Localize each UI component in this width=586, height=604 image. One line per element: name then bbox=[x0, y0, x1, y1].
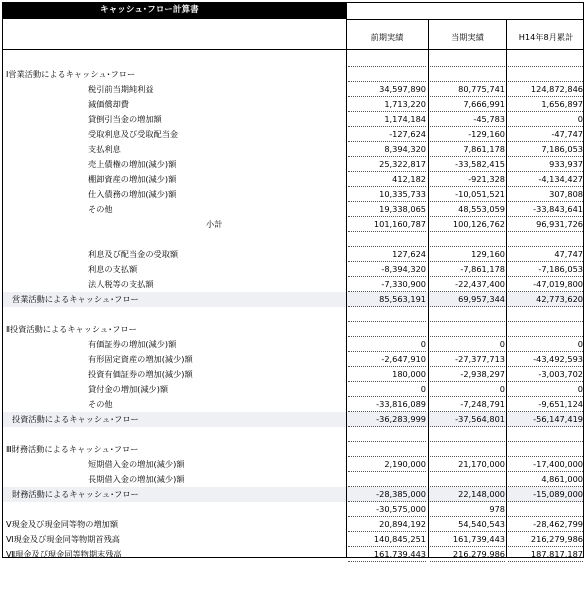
amount-cell: 129,160 bbox=[471, 249, 505, 259]
amount-cell: 1,713,220 bbox=[384, 99, 426, 109]
amount-cell: 85,563,191 bbox=[379, 294, 426, 304]
table-row bbox=[2, 202, 584, 217]
amount-cell: 1,174,184 bbox=[384, 114, 426, 124]
amount-cell: -37,564,801 bbox=[455, 414, 505, 424]
amount-cell: 47,747 bbox=[554, 249, 583, 259]
row-label: 支払利息 bbox=[88, 144, 121, 154]
row-label: 法人税等の支払額 bbox=[88, 279, 154, 289]
top-border bbox=[2, 2, 584, 3]
amount-cell: -921,328 bbox=[468, 174, 505, 184]
amount-cell: -8,394,320 bbox=[381, 264, 426, 274]
amount-cell: 25,322,817 bbox=[379, 159, 426, 169]
amount-cell: 0 bbox=[420, 339, 426, 349]
amount-cell: 978 bbox=[489, 504, 505, 514]
amount-cell: -3,003,702 bbox=[538, 369, 583, 379]
spacer-row bbox=[2, 307, 584, 322]
amount-cell: -47,747 bbox=[551, 129, 583, 139]
amount-cell: 216,279,986 bbox=[452, 549, 505, 559]
column-divider bbox=[506, 19, 507, 557]
column-divider bbox=[428, 19, 429, 557]
table-row bbox=[2, 67, 584, 82]
row-label: 棚卸資産の増加(減少)額 bbox=[88, 174, 177, 184]
amount-cell: -30,575,000 bbox=[376, 504, 426, 514]
amount-cell: 127,624 bbox=[392, 249, 426, 259]
amount-cell: -10,051,521 bbox=[455, 189, 505, 199]
amount-cell: 96,931,726 bbox=[536, 219, 583, 229]
amount-cell: -28,462,799 bbox=[533, 519, 583, 529]
amount-cell: 34,597,890 bbox=[379, 84, 426, 94]
spacer-row bbox=[2, 232, 584, 247]
header-h14-aug-cumulative: H14年8月累計 bbox=[518, 32, 574, 42]
amount-cell: -28,385,000 bbox=[376, 489, 426, 499]
amount-cell: 0 bbox=[577, 339, 583, 349]
row-label: 貸付金の増加(減少)額 bbox=[88, 384, 169, 394]
amount-cell: -33,816,089 bbox=[376, 399, 426, 409]
amount-cell: -129,160 bbox=[468, 129, 505, 139]
amount-cell: 216,279,986 bbox=[530, 534, 583, 544]
left-border bbox=[2, 2, 3, 557]
amount-cell: -36,283,999 bbox=[376, 414, 426, 424]
amount-cell: -127,624 bbox=[389, 129, 426, 139]
amount-cell: -7,248,791 bbox=[460, 399, 505, 409]
right-border bbox=[583, 2, 584, 557]
cell-underline bbox=[348, 561, 426, 562]
row-label: 長期借入金の増加(減少)額 bbox=[88, 474, 185, 484]
amount-cell: -7,186,053 bbox=[538, 264, 583, 274]
row-label: 投資活動によるキャッシュ･フロー bbox=[12, 414, 139, 424]
row-label: その他 bbox=[88, 399, 113, 409]
table-row bbox=[2, 352, 584, 367]
table-row bbox=[2, 472, 584, 487]
row-label: 営業活動によるキャッシュ･フロー bbox=[12, 294, 139, 304]
table-row bbox=[2, 262, 584, 277]
amount-cell: -27,377,713 bbox=[455, 354, 505, 364]
amount-cell: 187,817,187 bbox=[530, 549, 583, 559]
bottom-border bbox=[2, 557, 584, 558]
spacer-row bbox=[2, 502, 584, 517]
table-row bbox=[2, 322, 584, 337]
amount-cell: 19,338,065 bbox=[379, 204, 426, 214]
amount-cell: -47,019,800 bbox=[533, 279, 583, 289]
table-row bbox=[2, 217, 584, 232]
row-label: 投資有価証券の増加(減少)額 bbox=[88, 369, 193, 379]
row-label: その他 bbox=[88, 204, 113, 214]
amount-cell: 101,160,787 bbox=[373, 219, 426, 229]
row-label: Ⅶ現金及び現金同等物期末残高 bbox=[6, 549, 122, 559]
amount-cell: 48,553,059 bbox=[458, 204, 505, 214]
header-top-line bbox=[346, 19, 584, 20]
amount-cell: 54,540,543 bbox=[458, 519, 505, 529]
row-label: Ⅲ財務活動によるキャッシュ･フロー bbox=[6, 444, 139, 454]
table-row bbox=[2, 547, 584, 562]
amount-cell: 22,148,000 bbox=[458, 489, 505, 499]
header-previous-period: 前期実績 bbox=[370, 32, 404, 42]
row-label: 税引前当期純利益 bbox=[88, 84, 154, 94]
table-row bbox=[2, 517, 584, 532]
amount-cell: -17,400,000 bbox=[533, 459, 583, 469]
table-row bbox=[2, 172, 584, 187]
row-label: 貸倒引当金の増加額 bbox=[88, 114, 162, 124]
amount-cell: 0 bbox=[577, 384, 583, 394]
table-row bbox=[2, 367, 584, 382]
amount-cell: 7,666,991 bbox=[463, 99, 505, 109]
amount-cell: 161,739,443 bbox=[373, 549, 426, 559]
table-row bbox=[2, 127, 584, 142]
table-row bbox=[2, 337, 584, 352]
table-row bbox=[2, 112, 584, 127]
amount-cell: 80,775,741 bbox=[458, 84, 505, 94]
amount-cell: 412,182 bbox=[392, 174, 426, 184]
row-label: 利息及び配当金の受取額 bbox=[88, 249, 179, 259]
table-row bbox=[2, 277, 584, 292]
column-divider bbox=[346, 2, 347, 557]
amount-cell: -33,582,415 bbox=[455, 159, 505, 169]
amount-cell: -4,134,427 bbox=[538, 174, 583, 184]
row-label: 仕入債務の増加(減少)額 bbox=[88, 189, 177, 199]
amount-cell: -33,843,641 bbox=[533, 204, 583, 214]
amount-cell: 124,872,846 bbox=[530, 84, 583, 94]
amount-cell: -45,783 bbox=[473, 114, 505, 124]
table-row bbox=[2, 412, 584, 427]
amount-cell: 307,808 bbox=[549, 189, 583, 199]
row-label: 受取利息及び受取配当金 bbox=[88, 129, 179, 139]
table-row bbox=[2, 442, 584, 457]
amount-cell: -9,651,124 bbox=[538, 399, 583, 409]
amount-cell: -2,647,910 bbox=[381, 354, 426, 364]
row-label: 有形固定資産の増加(減少)額 bbox=[88, 354, 193, 364]
spacer-row bbox=[2, 52, 584, 67]
amount-cell: -22,437,400 bbox=[455, 279, 505, 289]
row-label: 減価償却費 bbox=[88, 99, 129, 109]
header-current-period: 当期実績 bbox=[451, 32, 484, 42]
row-label: 有価証券の増加(減少)額 bbox=[88, 339, 177, 349]
amount-cell: -7,861,178 bbox=[460, 264, 505, 274]
amount-cell: 20,894,192 bbox=[379, 519, 426, 529]
row-label: 小計 bbox=[206, 219, 223, 229]
amount-cell: -15,089,000 bbox=[533, 489, 583, 499]
cash-flow-sheet bbox=[2, 2, 584, 557]
amount-cell: 8,394,320 bbox=[384, 144, 426, 154]
row-label: Ⅴ現金及び現金同等物の増加額 bbox=[6, 519, 119, 529]
table-row bbox=[2, 382, 584, 397]
table-row bbox=[2, 247, 584, 262]
amount-cell: 0 bbox=[499, 339, 505, 349]
spacer-row bbox=[2, 427, 584, 442]
row-label: Ⅱ投資活動によるキャッシュ･フロー bbox=[6, 324, 137, 334]
table-row bbox=[2, 487, 584, 502]
table-row bbox=[2, 142, 584, 157]
amount-cell: -2,938,297 bbox=[460, 369, 505, 379]
amount-cell: -43,492,593 bbox=[533, 354, 583, 364]
row-label: Ⅵ現金及び現金同等物期首残高 bbox=[6, 534, 120, 544]
cell-underline bbox=[508, 561, 583, 562]
amount-cell: 69,957,344 bbox=[458, 294, 505, 304]
table-row bbox=[2, 187, 584, 202]
amount-cell: 4,861,000 bbox=[541, 474, 583, 484]
header-bottom-line bbox=[2, 49, 584, 50]
row-label: Ⅰ営業活動によるキャッシュ･フロー bbox=[6, 69, 136, 79]
table-row bbox=[2, 97, 584, 112]
amount-cell: 180,000 bbox=[392, 369, 426, 379]
row-label: 売上債権の増加(減少)額 bbox=[88, 159, 177, 169]
amount-cell: 933,937 bbox=[549, 159, 583, 169]
amount-cell: 100,126,762 bbox=[452, 219, 505, 229]
sheet-title: キャッシュ･フロー計算書 bbox=[2, 2, 346, 19]
table-row bbox=[2, 292, 584, 307]
amount-cell: 0 bbox=[420, 384, 426, 394]
amount-cell: 0 bbox=[499, 384, 505, 394]
amount-cell: -7,330,900 bbox=[381, 279, 426, 289]
amount-cell: 42,773,620 bbox=[536, 294, 583, 304]
table-row bbox=[2, 397, 584, 412]
table-row bbox=[2, 157, 584, 172]
amount-cell: 1,656,897 bbox=[541, 99, 583, 109]
amount-cell: 21,170,000 bbox=[458, 459, 505, 469]
amount-cell: 2,190,000 bbox=[384, 459, 426, 469]
table-row bbox=[2, 532, 584, 547]
amount-cell: 7,861,178 bbox=[463, 144, 505, 154]
amount-cell: 0 bbox=[577, 114, 583, 124]
amount-cell: 161,739,443 bbox=[452, 534, 505, 544]
table-row bbox=[2, 457, 584, 472]
table-row bbox=[2, 82, 584, 97]
row-label: 短期借入金の増加(減少)額 bbox=[88, 459, 185, 469]
amount-cell: 10,335,733 bbox=[379, 189, 426, 199]
cell-underline bbox=[430, 561, 505, 562]
row-label: 財務活動によるキャッシュ･フロー bbox=[12, 489, 139, 499]
amount-cell: 140,845,251 bbox=[373, 534, 426, 544]
amount-cell: 7,186,053 bbox=[541, 144, 583, 154]
row-label: 利息の支払額 bbox=[88, 264, 138, 274]
amount-cell: -56,147,419 bbox=[533, 414, 583, 424]
